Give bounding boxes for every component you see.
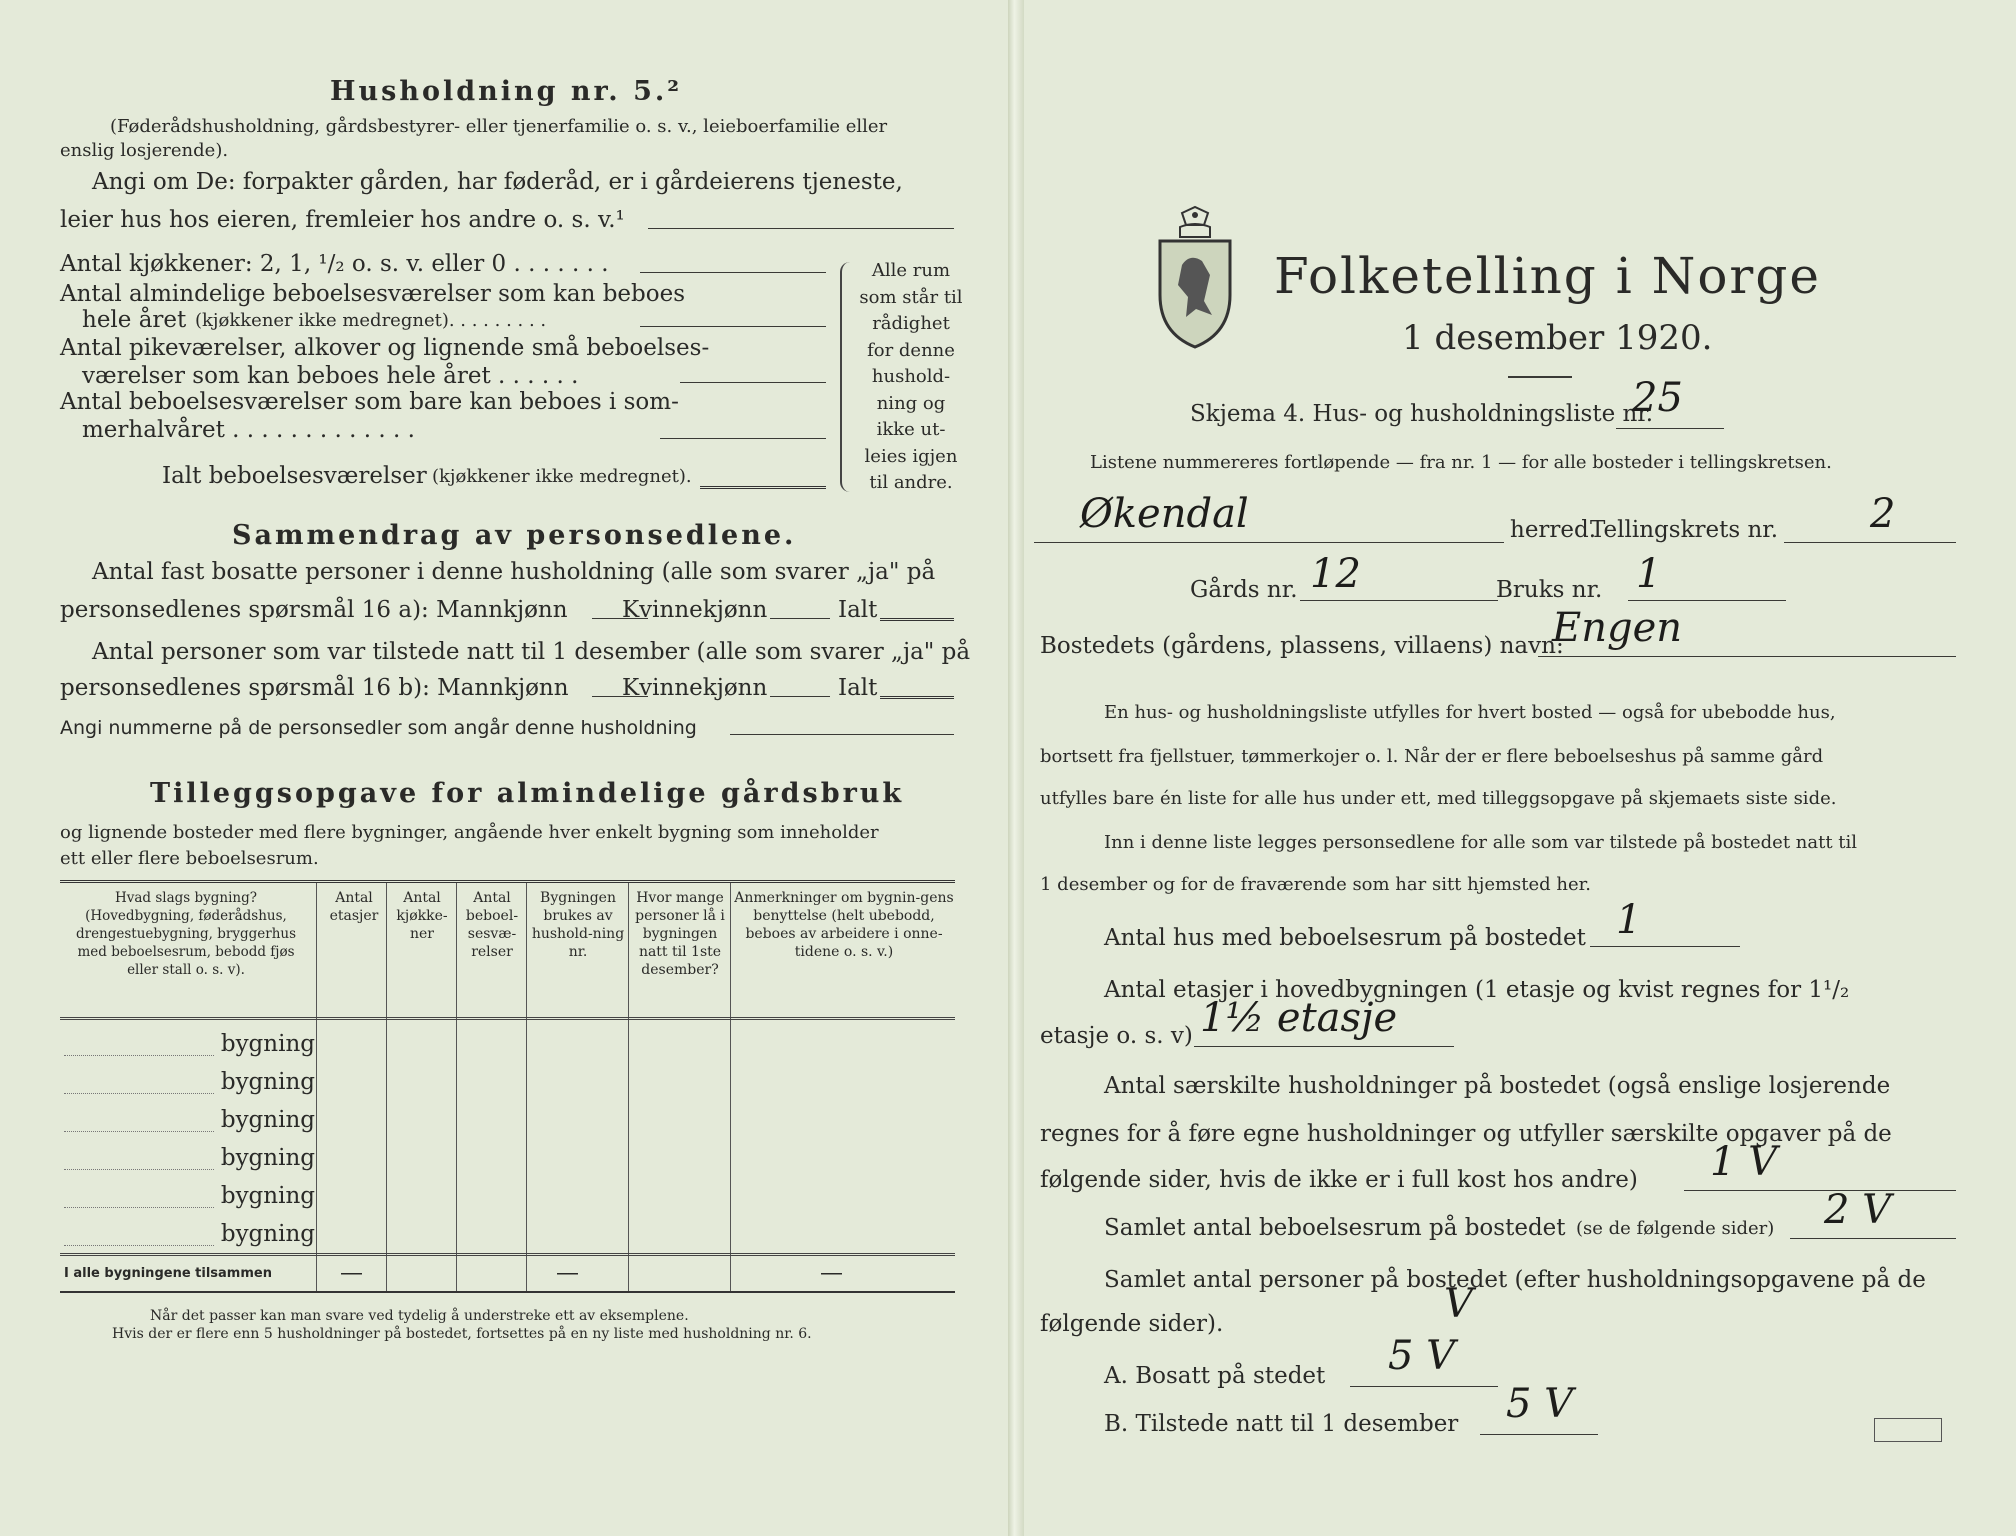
kitchens-answer-line[interactable]: [640, 272, 826, 273]
column-rule: [526, 883, 527, 1291]
farm-number-value[interactable]: 12: [1310, 551, 1361, 597]
resident-female-label: Kvinnekjønn: [622, 597, 768, 623]
row-label: bygning: [220, 1221, 315, 1247]
header-floors: Antal etasjer: [329, 890, 379, 924]
side-note-line: ikke ut-: [876, 419, 946, 440]
maid-rooms-label-1: Antal pikeværelser, alkover og lignende små beboelses-: [60, 335, 710, 361]
persons-line2: følgende sider).: [1040, 1311, 1224, 1337]
resident-total-label: Ialt: [838, 597, 878, 623]
maid-rooms-answer-line[interactable]: [680, 382, 826, 383]
side-note-line: som står til: [859, 286, 963, 308]
maid-rooms-label-2: værelser som kan beboes hele året . . . . . .: [82, 363, 579, 389]
use-number-line: [1628, 600, 1786, 601]
supplement-line2: ett eller flere beboelsesrum.: [60, 848, 319, 869]
present-female-label: Kvinnekjønn: [622, 675, 768, 701]
resident-line1: Antal fast bosatte personer i denne husholdning (alle som svarer „ja" på: [92, 559, 936, 585]
angi-line2: leier hus hos eieren, fremleier hos andre o. s. v.¹: [60, 207, 625, 233]
persons-check[interactable]: V: [1444, 1281, 1473, 1327]
header-kitchens: Antal kjøkke-ner: [396, 890, 448, 942]
header-rooms: Antal beboel-sesvæ-relser: [465, 890, 519, 960]
printer-stamp: [1874, 1418, 1942, 1442]
farm-number-label: Gårds nr.: [1190, 577, 1298, 603]
houses-label: Antal hus med beboelsesrum på bostedet: [1104, 925, 1586, 951]
dwelling-name-label: Bostedets (gårdens, plassens, villaens) navn:: [1040, 633, 1564, 659]
person-numbers-line[interactable]: [730, 734, 954, 735]
total-rooms-answer-line[interactable]: [700, 486, 826, 489]
summer-rooms-answer-line[interactable]: [660, 438, 826, 439]
district-line: [1784, 542, 1956, 543]
summer-rooms-label-1: Antal beboelsesværelser som bare kan beboes i som-: [60, 389, 679, 415]
dwelling-name-value[interactable]: Engen: [1552, 605, 1682, 651]
coat-of-arms-icon: [1152, 205, 1238, 353]
footnote-2: Hvis der er flere enn 5 husholdninger på bostedet, fortsettes på en ny liste med husholdning nr. 6.: [112, 1326, 812, 1342]
footnote-1: Når det passer kan man svare ved tydelig å understreke ett av eksemplene.: [150, 1308, 689, 1324]
rooms-total-note: (se de følgende sider): [1576, 1218, 1775, 1239]
column-rule: [386, 883, 387, 1291]
total-row-label: I alle bygningene tilsammen: [64, 1266, 272, 1281]
row-entry-line[interactable]: [64, 1207, 214, 1208]
present-line: [1480, 1434, 1598, 1435]
column-rule: [316, 883, 317, 1291]
row-label: bygning: [220, 1107, 315, 1133]
ordinary-rooms-answer-line[interactable]: [640, 326, 826, 327]
herred-label: herred.: [1510, 517, 1597, 543]
person-numbers-label: Angi nummerne på de personsedler som angår denne husholdning: [60, 717, 697, 739]
column-rule: [456, 883, 457, 1291]
rooms-total-label: Samlet antal beboelsesrum på bostedet: [1104, 1215, 1566, 1241]
household-intro-line1: (Føderådshusholdning, gårdsbestyrer- eller tjenerfamilie o. s. v., leieboerfamilie eller: [110, 116, 888, 137]
total-rooms-note: (kjøkkener ikke medregnet).: [432, 466, 692, 487]
use-number-label: Bruks nr.: [1496, 577, 1603, 603]
row-label: bygning: [220, 1145, 315, 1171]
total-floors-dash: —: [340, 1260, 363, 1286]
building-table: [60, 880, 955, 1293]
angi-answer-line[interactable]: [648, 228, 954, 229]
floors-line2: etasje o. s. v): [1040, 1023, 1193, 1049]
side-note-line: ning og: [876, 392, 946, 414]
dwelling-name-line: [1538, 656, 1956, 657]
floors-value[interactable]: 1½ etasje: [1200, 995, 1398, 1041]
row-label: bygning: [220, 1069, 315, 1095]
header-building-type: Hvad slags bygning? (Hovedbygning, føderådshus, drengestuebygning, bryggerhus med beboelsesrum, bebodd fjøs eller stall o. s. v).: [75, 890, 297, 978]
ordinary-rooms-note: (kjøkkener ikke medregnet). . . . . . . . .: [195, 310, 547, 331]
page-fold: [1008, 0, 1024, 1536]
numbering-note: Listene nummereres fortløpende — fra nr. 1 — for alle bosteder i tellingskretsen.: [1090, 452, 1832, 473]
side-note-line: til andre.: [869, 472, 953, 493]
houses-line: [1590, 946, 1740, 947]
present-female-line[interactable]: [770, 696, 830, 697]
side-note-line: for denne: [867, 339, 955, 361]
household-title: Husholdning nr. 5.²: [330, 76, 683, 107]
instructions-line3: utfylles bare én liste for alle hus under ett, med tilleggsopgave på skjemaets siste side.: [1040, 788, 1837, 809]
rooms-total-value[interactable]: 2 V: [1824, 1187, 1892, 1233]
side-note-line: leies igjen: [864, 445, 958, 467]
row-label: bygning: [220, 1183, 315, 1209]
household-intro-line2: enslig losjerende).: [60, 140, 229, 161]
instructions-line5: 1 desember og for de fraværende som har sitt hjemsted her.: [1040, 874, 1591, 895]
row-entry-line[interactable]: [64, 1093, 214, 1094]
row-entry-line[interactable]: [64, 1055, 214, 1056]
census-date: 1 desember 1920.: [1402, 318, 1713, 358]
side-note-line: hushold-: [871, 366, 951, 387]
row-entry-line[interactable]: [64, 1169, 214, 1170]
resident-female-line[interactable]: [770, 618, 830, 619]
instructions-line2: bortsett fra fjellstuer, tømmerkojer o. l. Når der er flere beboelseshus på samme gård: [1040, 746, 1824, 767]
supplement-title: Tilleggsopgave for almindelige gårdsbruk: [150, 778, 905, 809]
census-title: Folketelling i Norge: [1274, 247, 1821, 305]
side-note: [856, 258, 966, 497]
header-separator: [60, 1017, 955, 1020]
resident-total-line[interactable]: [880, 618, 954, 621]
header-remarks: Anmerkninger om bygnin-gens benyttelse (helt ubebodd, beboes av arbeidere i onne-tidene o. s. v.): [734, 890, 954, 960]
herred-line: [1034, 542, 1504, 543]
present-line1: Antal personer som var tilstede natt til 1 desember (alle som svarer „ja" på: [92, 639, 971, 665]
total-rooms-label: Ialt beboelsesværelser: [162, 463, 427, 489]
households-line1: Antal særskilte husholdninger på bostedet (også enslige losjerende: [1104, 1073, 1891, 1099]
header-persons: Hvor mange personer lå i bygningen natt til 1ste desember?: [635, 890, 725, 978]
district-label: Tellingskrets nr.: [1590, 517, 1779, 543]
supplement-line1: og lignende bosteder med flere bygninger, angående hver enkelt bygning som inneholder: [60, 822, 879, 843]
instructions-line4: Inn i denne liste legges personsedlene for alle som var tilstede på bostedet natt til: [1104, 832, 1858, 853]
present-label: B. Tilstede natt til 1 desember: [1104, 1411, 1459, 1437]
title-rule: [1508, 376, 1572, 378]
use-number-value[interactable]: 1: [1636, 551, 1662, 597]
column-rule: [730, 883, 731, 1291]
schema-label: Skjema 4. Hus- og husholdningsliste nr.: [1190, 401, 1654, 427]
resident-value[interactable]: 5 V: [1388, 1333, 1456, 1379]
instructions-line1: En hus- og husholdningsliste utfylles for hvert bosted — også for ubebodde hus,: [1104, 702, 1836, 723]
farm-number-line: [1300, 600, 1498, 601]
floors-line1: Antal etasjer i hovedbygningen (1 etasje og kvist regnes for 1¹/₂: [1104, 977, 1850, 1003]
houses-value[interactable]: 1: [1616, 897, 1642, 943]
side-note-brace: [840, 262, 856, 492]
resident-line2: personsedlenes spørsmål 16 a): Mannkjønn: [60, 597, 568, 623]
resident-label: A. Bosatt på stedet: [1104, 1363, 1326, 1389]
persons-line1: Samlet antal personer på bostedet (efter husholdningsopgavene på de: [1104, 1267, 1926, 1293]
resident-line: [1350, 1386, 1498, 1387]
ordinary-rooms-label-2: hele året: [82, 307, 187, 333]
list-number[interactable]: 25: [1632, 375, 1683, 421]
households-line: [1684, 1190, 1956, 1191]
summer-rooms-label-2: merhalvåret . . . . . . . . . . . . .: [82, 417, 415, 443]
present-total-label: Ialt: [838, 675, 878, 701]
side-note-line: Alle rum: [871, 260, 951, 281]
row-entry-line[interactable]: [64, 1245, 214, 1246]
side-note-line: rådighet: [872, 313, 950, 334]
kitchens-label: Antal kjøkkener: 2, 1, ¹/₂ o. s. v. eller 0 . . . . . . .: [60, 251, 609, 277]
households-value[interactable]: 1 V: [1710, 1139, 1778, 1185]
list-number-line: [1616, 428, 1724, 429]
herred-value[interactable]: Økendal: [1080, 491, 1249, 537]
households-line2: regnes for å føre egne husholdninger og utfyller særskilte opgaver på de: [1040, 1121, 1892, 1147]
row-entry-line[interactable]: [64, 1131, 214, 1132]
households-line3: følgende sider, hvis de ikke er i full kost hos andre): [1040, 1167, 1638, 1193]
present-line2: personsedlenes spørsmål 16 b): Mannkjønn: [60, 675, 569, 701]
column-rule: [628, 883, 629, 1291]
total-household-dash: —: [556, 1260, 579, 1286]
right-page: [1024, 0, 2016, 1536]
total-remarks-dash: —: [820, 1260, 843, 1286]
summary-title: Sammendrag av personsedlene.: [232, 520, 797, 551]
present-total-line[interactable]: [880, 696, 954, 699]
district-value[interactable]: 2: [1870, 491, 1896, 537]
row-label: bygning: [220, 1031, 315, 1057]
angi-line1: Angi om De: forpakter gården, har føderåd, er i gårdeierens tjeneste,: [92, 169, 903, 195]
floors-line: [1194, 1046, 1454, 1047]
present-value[interactable]: 5 V: [1506, 1381, 1574, 1427]
header-household: Bygningen brukes av hushold-ning nr.: [531, 890, 625, 960]
total-separator: [60, 1253, 955, 1256]
ordinary-rooms-label-1: Antal almindelige beboelsesværelser som kan beboes: [60, 281, 686, 307]
rooms-total-line: [1790, 1238, 1956, 1239]
